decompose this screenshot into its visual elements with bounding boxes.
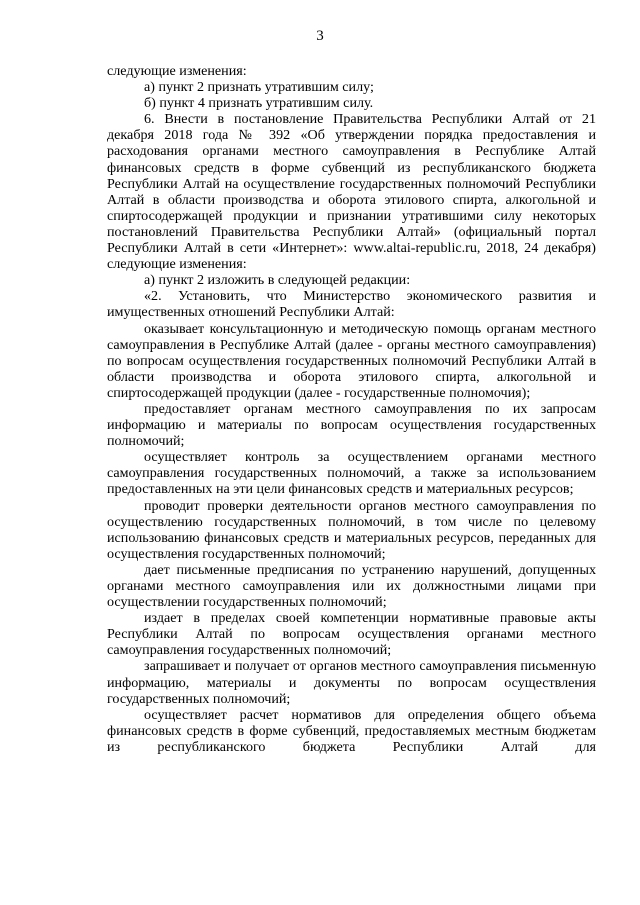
paragraph: а) пункт 2 изложить в следующей редакции:: [144, 272, 411, 289]
paragraph: дает письменные предписания по устранению нарушений, допущенных органами местного самоуправления или их должностными лицами при осуществлении государственных полномочий;: [107, 561, 596, 611]
paragraph: предоставляет органам местного самоуправления по их запросам информацию и материалы по вопросам осуществления государственных полномочий;: [107, 400, 596, 450]
document-body: [107, 63, 596, 755]
paragraph: б) пункт 4 признать утратившим силу.: [144, 95, 374, 112]
paragraph: осуществляет контроль за осуществлением органами местного самоуправления государственных полномочий, а также за использованием предоставленных на эти цели финансовых средств и материальных ресурсов;: [107, 449, 596, 498]
paragraph: проводит проверки деятельности органов местного самоуправления по осуществлению государственных полномочий, в том числе по целевому использованию финансовых средств и материальных ресурсов, переданных для осуществления государственных полномочий;: [107, 497, 596, 562]
paragraph: запрашивает и получает от органов местного самоуправления письменную информацию, материалы и документы по вопросам осуществления государственных полномочий;: [107, 658, 596, 707]
paragraph: следующие изменения:: [107, 63, 247, 79]
page-number: 3: [316, 28, 324, 44]
paragraph: а) пункт 2 признать утратившим силу;: [144, 79, 374, 96]
paragraph: издает в пределах своей компетенции нормативные правовые акты Республики Алтай по вопросам осуществления органами местного самоуправления государственных полномочий;: [107, 610, 596, 659]
paragraph: 6. Внести в постановление Правительства Республики Алтай от 21 декабря 2018 года № 392 «Об утверждении порядка предоставления и расходования органами местного самоуправления в Республике Алтай финансовых средств в форме субвенций из республиканского бюджета Республики Алтай на осуществление государственных полномочий Республики Алтай в области производства и оборота этилового спирта, алкогольной и спиртосодержащей продукции и признании утратившими силу некоторых постановлений Правительства Республики Алтай» (официальный портал Республики Алтай в сети «Интернет»: www.altai-republic.ru, 2018, 24 декабря) следующие изменения:: [107, 111, 596, 273]
paragraph: «2. Установить, что Министерство экономического развития и имущественных отношений Республики Алтай:: [107, 288, 596, 321]
paragraph: осуществляет расчет нормативов для определения общего объема финансовых средств в форме субвенций, предоставляемых местным бюджетам из республиканского бюджета Республики Алтай для: [107, 706, 596, 755]
paragraph: оказывает консультационную и методическую помощь органам местного самоуправления в Республике Алтай (далее - органы местного самоуправления) по вопросам осуществления государственных полномочий Республики Алтай в области производства и оборота этилового спирта, алкогольной и спиртосодержащей продукции (далее - государственные полномочия);: [107, 320, 596, 401]
